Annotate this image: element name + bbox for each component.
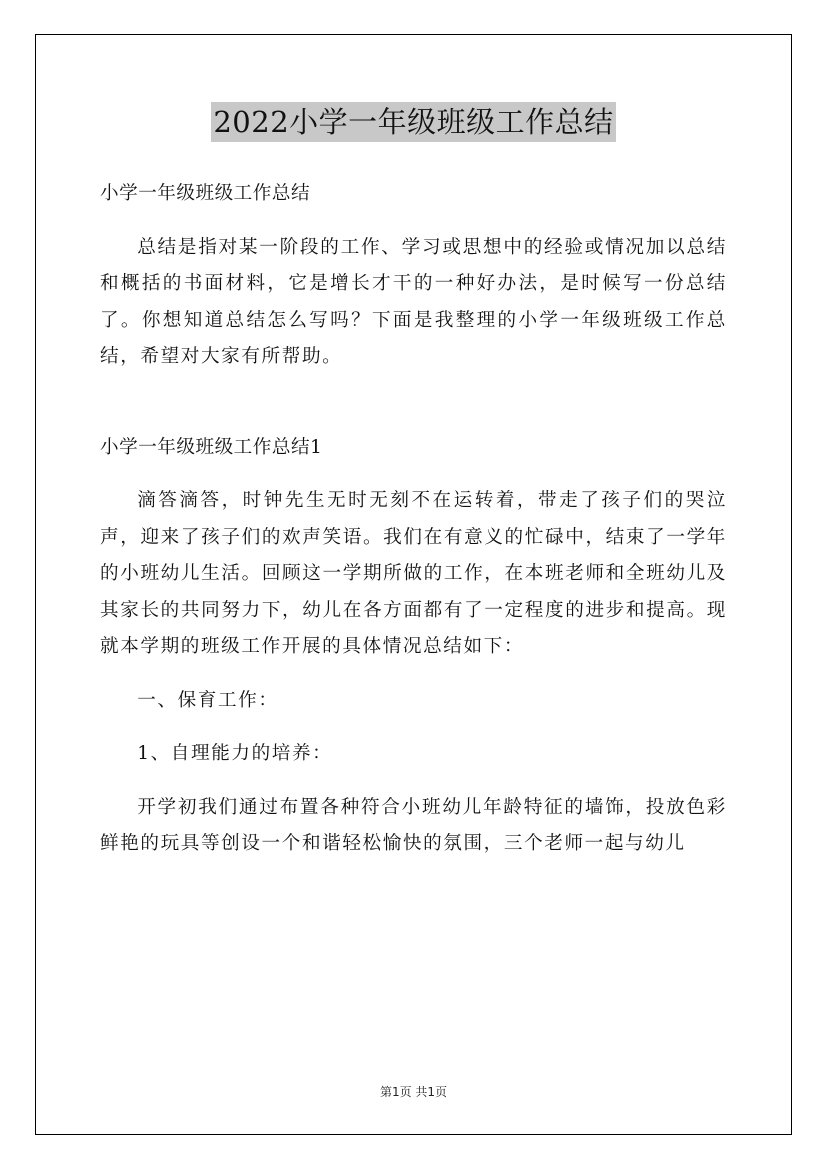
document-body — [100, 176, 727, 863]
spacer — [100, 213, 727, 230]
section-heading: 小学一年级班级工作总结1 — [100, 436, 323, 458]
spacer — [100, 376, 727, 430]
intro-paragraph: 总结是指对某一阶段的工作、学习或思想中的经验或情况加以总结和概括的书面材料，它是增长才干的一种好办法，是时候写一份总结了。你想知道总结怎么写吗？下面是我整理的小学一年级班级工作总结，希望对大家有所帮助。 — [100, 236, 727, 367]
spacer — [100, 773, 727, 790]
spacer — [100, 719, 727, 736]
spacer — [100, 666, 727, 683]
heading-care-work: 一、保育工作： — [137, 689, 279, 711]
body-paragraph-1: 滴答滴答，时钟先生无时无刻不在运转着，带走了孩子们的哭泣声，迎来了孩子们的欢声笑语。我们在有意义的忙碌中，结束了一学年的小班幼儿生活。回顾这一学期所做的工作，在本班老师和全班幼儿及其家长的共同努力下，幼儿在各方面都有了一定程度的进步和提高。现就本学期的班级工作开展的具体情况总结如下： — [100, 490, 727, 657]
document-title: 2022小学一年级班级工作总结 — [211, 102, 615, 142]
body-paragraph-2: 开学初我们通过布置各种符合小班幼儿年龄特征的墙饰，投放色彩鲜艳的玩具等创设一个和谐轻松愉快的氛围，三个老师一起与幼儿 — [100, 796, 727, 854]
spacer — [100, 466, 727, 483]
heading-self-care: 1、自理能力的培养： — [137, 743, 333, 764]
document-subtitle: 小学一年级班级工作总结 — [100, 183, 311, 204]
page-footer: 第1页 共1页 — [379, 1085, 448, 1099]
title-container — [0, 102, 827, 142]
